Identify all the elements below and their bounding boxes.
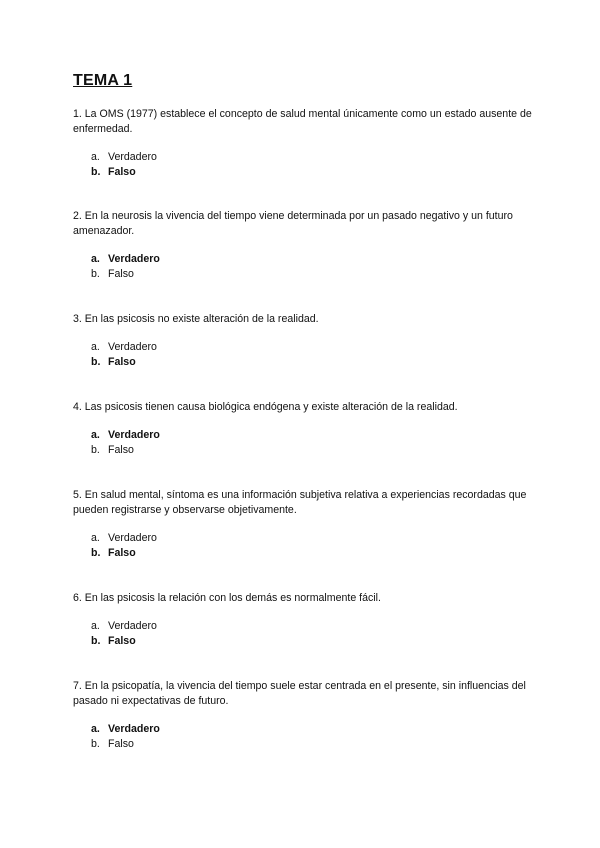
- options-list: [73, 150, 533, 180]
- option-b: [91, 165, 533, 180]
- option-a: [91, 619, 533, 634]
- option-label: Falso: [108, 444, 134, 456]
- question-1: [73, 107, 533, 180]
- question-text: 6. En las psicosis la relación con los demás es normalmente fácil.: [73, 592, 381, 604]
- options-list: [73, 428, 533, 458]
- option-label: Falso: [108, 738, 134, 750]
- page-title: TEMA 1: [73, 72, 133, 89]
- option-letter: a.: [91, 429, 100, 441]
- question-5: [73, 488, 538, 561]
- option-label: Verdadero: [108, 532, 157, 544]
- option-a: [91, 722, 533, 737]
- option-label: Verdadero: [108, 253, 160, 265]
- option-b: [91, 443, 533, 458]
- option-letter: b.: [91, 166, 101, 178]
- options-list: [73, 531, 538, 561]
- question-7: [73, 679, 533, 752]
- question-6: [73, 591, 533, 649]
- question-text: 1. La OMS (1977) establece el concepto de salud mental únicamente como un estado ausente de enfermedad.: [73, 108, 532, 135]
- options-list: [73, 252, 533, 282]
- option-label: Verdadero: [108, 341, 157, 353]
- option-label: Falso: [108, 635, 136, 647]
- option-letter: a.: [91, 253, 100, 265]
- option-label: Falso: [108, 547, 136, 559]
- option-b: [91, 634, 533, 649]
- option-b: [91, 546, 538, 561]
- option-label: Falso: [108, 166, 136, 178]
- question-text: 2. En la neurosis la vivencia del tiempo viene determinada por un pasado negativo y un futuro amenazador.: [73, 210, 513, 237]
- option-letter: b.: [91, 547, 101, 559]
- option-letter: b.: [91, 635, 101, 647]
- question-3: [73, 312, 533, 370]
- option-letter: a.: [91, 341, 100, 353]
- option-label: Verdadero: [108, 723, 160, 735]
- options-list: [73, 619, 533, 649]
- option-letter: b.: [91, 268, 100, 280]
- option-label: Falso: [108, 356, 136, 368]
- option-letter: b.: [91, 738, 100, 750]
- option-label: Verdadero: [108, 429, 160, 441]
- question-4: [73, 400, 533, 458]
- option-label: Verdadero: [108, 620, 157, 632]
- option-a: [91, 340, 533, 355]
- question-text: 3. En las psicosis no existe alteración de la realidad.: [73, 313, 319, 325]
- options-list: [73, 722, 533, 752]
- option-a: [91, 150, 533, 165]
- option-b: [91, 355, 533, 370]
- option-letter: a.: [91, 723, 100, 735]
- question-text: 4. Las psicosis tienen causa biológica endógena y existe alteración de la realidad.: [73, 401, 458, 413]
- option-letter: a.: [91, 532, 100, 544]
- question-text: 7. En la psicopatía, la vivencia del tiempo suele estar centrada en el presente, sin influencias del pasado ni expectativas de futuro.: [73, 680, 526, 707]
- options-list: [73, 340, 533, 370]
- option-a: [91, 531, 538, 546]
- question-2: [73, 209, 533, 282]
- option-letter: b.: [91, 356, 101, 368]
- option-b: [91, 267, 533, 282]
- option-label: Verdadero: [108, 151, 157, 163]
- option-label: Falso: [108, 268, 134, 280]
- option-letter: b.: [91, 444, 100, 456]
- option-a: [91, 252, 533, 267]
- option-letter: a.: [91, 151, 100, 163]
- option-a: [91, 428, 533, 443]
- question-text: 5. En salud mental, síntoma es una información subjetiva relativa a experiencias recordadas que pueden registrarse y observarse objetivamente.: [73, 489, 527, 516]
- option-letter: a.: [91, 620, 100, 632]
- option-b: [91, 737, 533, 752]
